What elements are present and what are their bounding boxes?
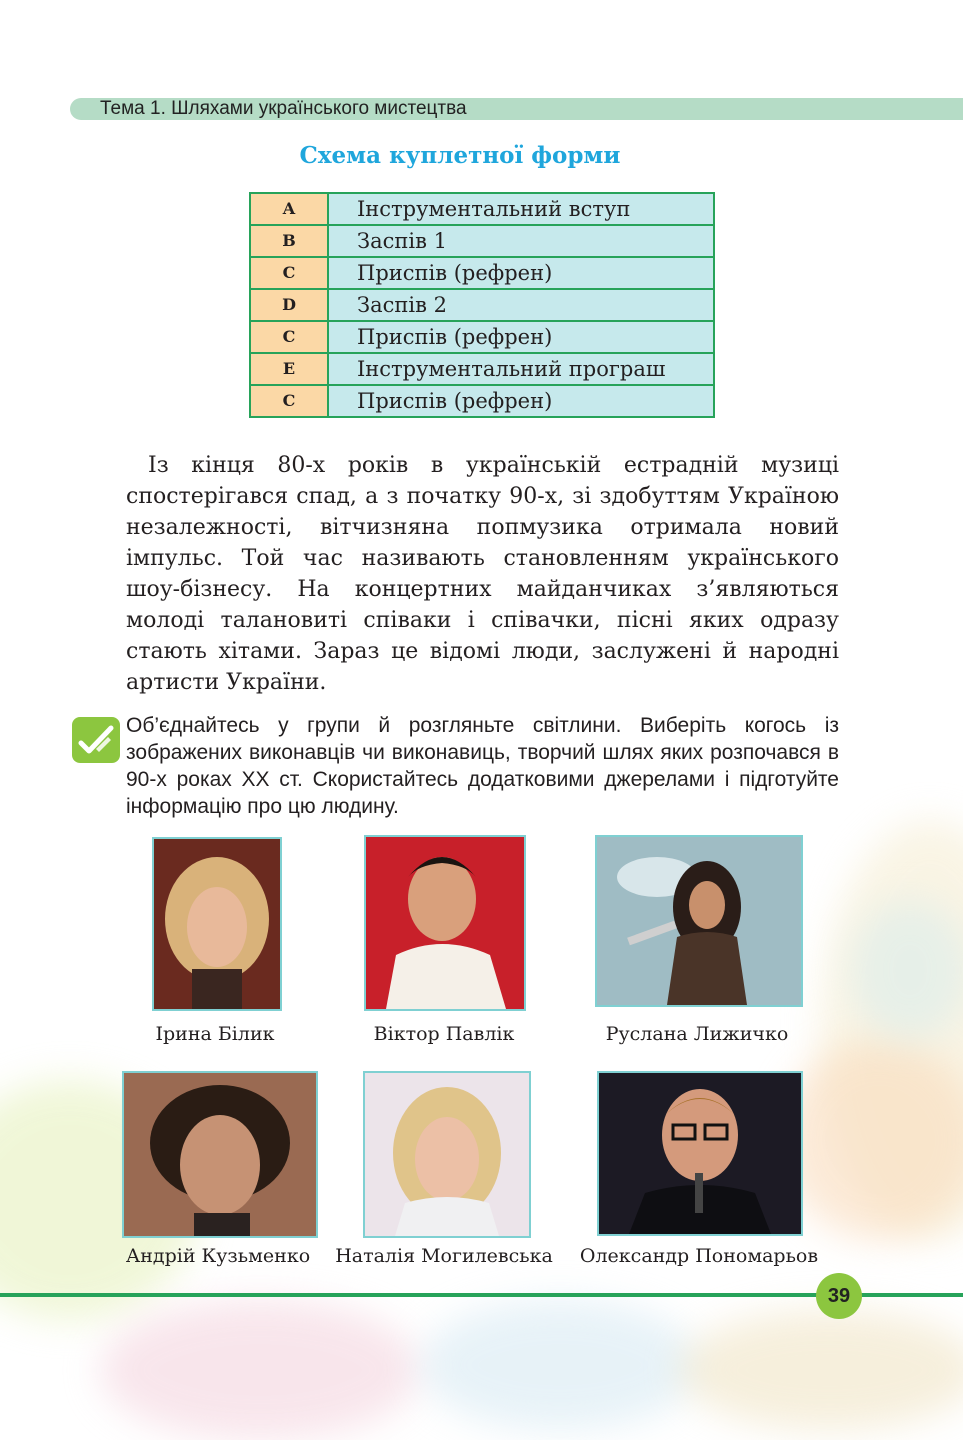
row-letter: D [250,289,328,321]
row-description: Заспів 2 [328,289,714,321]
body-paragraph: Із кінця 80-х років в українській естрадній музиці спостерігався спад, а з початку 90-х, зі здобуттям Україною незалежності, вітчизняна попмузика отримала новий імпульс. Той час називають становленням українського шоу-бізнесу. На концертних майданчиках з’являються молоді талановиті співаки і співачки, пісні яких одразу стають хітами. Зараз це відомі люди, заслужені й народні артисти України. [126,453,839,695]
table-row [250,225,714,257]
chapter-header: Тема 1. Шляхами українського мистецтва [100,98,467,119]
row-letter: C [250,257,328,289]
row-description: Приспів (рефрен) [328,321,714,353]
paint-splash [100,1300,420,1440]
photo-oleksandr-ponomarov [597,1071,803,1236]
paint-splash [850,900,963,1040]
paint-splash [780,1040,963,1240]
row-description: Приспів (рефрен) [328,257,714,289]
row-letter: B [250,225,328,257]
table-row [250,321,714,353]
paint-splash [420,1300,700,1430]
photo-iryna-bilyk [152,837,282,1011]
photo-ruslana-lyzhychko [595,835,803,1007]
photo-caption: Віктор Павлік [373,1023,515,1045]
photo-andriy-kuzmenko [122,1071,318,1238]
row-letter: C [250,321,328,353]
photo-caption: Наталія Могилевська [335,1245,553,1267]
page-number: 39 [816,1273,862,1319]
scheme-title: Схема куплетної форми [299,142,621,169]
photo-caption: Андрій Кузьменко [125,1245,311,1267]
pencil-check-icon [72,717,120,763]
table-row [250,385,714,417]
table-row [250,257,714,289]
row-description: Інструментальний вступ [328,193,714,225]
row-description: Приспів (рефрен) [328,385,714,417]
row-letter: C [250,385,328,417]
verse-form-table [249,192,715,418]
row-description: Заспів 1 [328,225,714,257]
paint-splash [680,1310,963,1430]
photo-caption: Руслана Лижичко [605,1023,789,1045]
photo-caption: Ірина Білик [155,1023,275,1045]
photo-viktor-pavlik [364,835,526,1011]
photo-nataliia-mohylevska [363,1071,531,1238]
table-row [250,289,714,321]
row-letter: E [250,353,328,385]
row-description: Інструментальний програш [328,353,714,385]
table-row [250,193,714,225]
photo-caption: Олександр Пономарьов [579,1245,819,1267]
task-instruction: Об’єднайтесь у групи й розгляньте світлини. Виберіть когось із зображених виконавців чи виконавиць, творчий шлях яких розпочався в 90-х роках ХХ ст. Скористайтесь додатковими джерелами і підготуйте інформацію про цю людину. [126,714,839,818]
table-row [250,353,714,385]
row-letter: A [250,193,328,225]
